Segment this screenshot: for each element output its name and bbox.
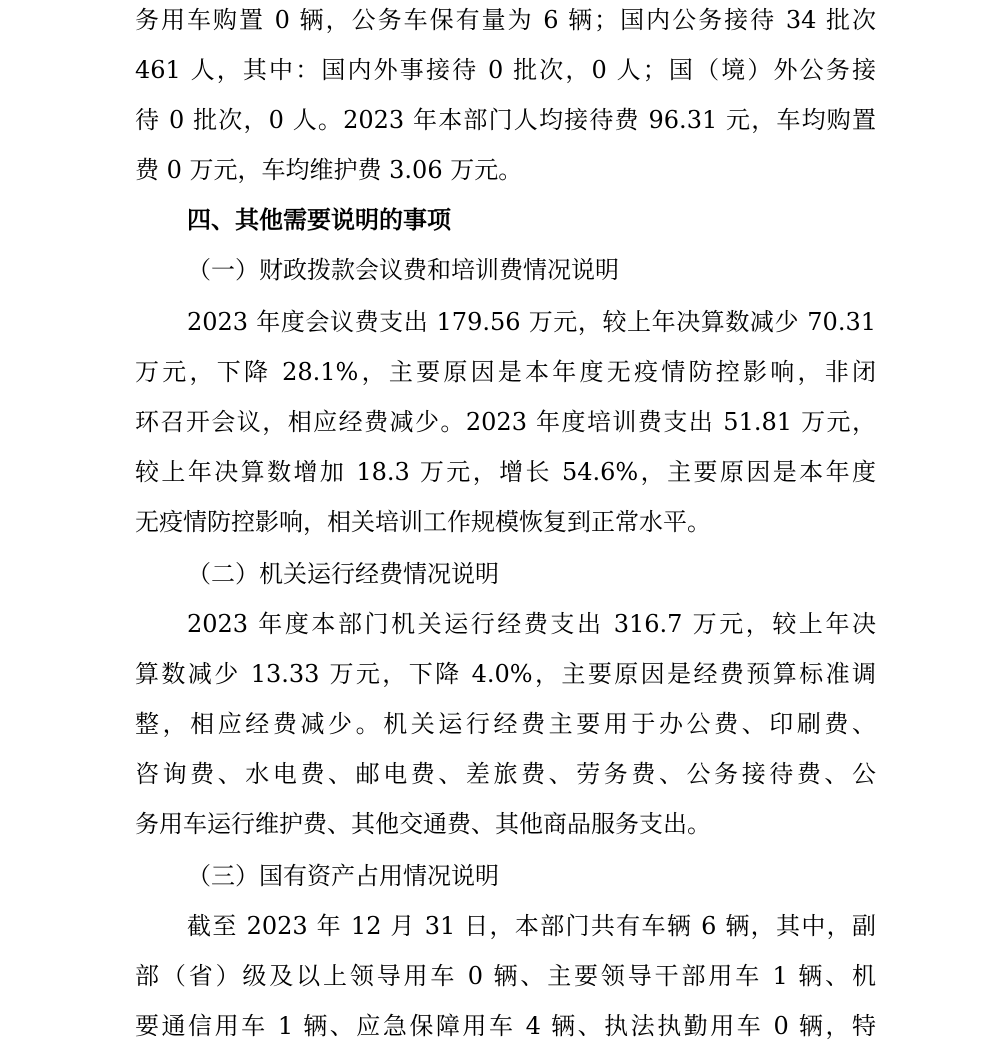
- paragraph-line: 整，相应经费减少。机关运行经费主要用于办公费、印刷费、: [135, 710, 876, 738]
- paragraph-line: 无疫情防控影响，相关培训工作规模恢复到正常水平。: [135, 508, 711, 536]
- subsection-heading: （三）国有资产占用情况说明: [187, 862, 499, 890]
- paragraph-line: 2023 年度会议费支出 179.56 万元，较上年决算数减少 70.31: [187, 308, 876, 336]
- paragraph-line: 截至 2023 年 12 月 31 日，本部门共有车辆 6 辆，其中，副: [187, 912, 876, 940]
- paragraph-line: 461 人，其中：国内外事接待 0 批次，0 人；国（境）外公务接: [135, 56, 876, 84]
- paragraph-line: 较上年决算数增加 18.3 万元，增长 54.6%，主要原因是本年度: [135, 458, 876, 486]
- subsection-heading: （一）财政拨款会议费和培训费情况说明: [187, 256, 619, 284]
- paragraph-line: 环召开会议，相应经费减少。2023 年度培训费支出 51.81 万元，: [135, 408, 876, 436]
- paragraph-line: 咨询费、水电费、邮电费、差旅费、劳务费、公务接待费、公: [135, 760, 876, 788]
- paragraph-line: 待 0 批次，0 人。2023 年本部门人均接待费 96.31 元，车均购置: [135, 106, 876, 134]
- paragraph-line: 算数减少 13.33 万元，下降 4.0%，主要原因是经费预算标准调: [135, 660, 876, 688]
- paragraph-line: 万元，下降 28.1%，主要原因是本年度无疫情防控影响，非闭: [135, 358, 876, 386]
- subsection-heading: （二）机关运行经费情况说明: [187, 560, 499, 588]
- paragraph-line: 务用车购置 0 辆，公务车保有量为 6 辆；国内公务接待 34 批次: [135, 6, 876, 34]
- section-heading: 四、其他需要说明的事项: [187, 206, 451, 234]
- paragraph-line: 费 0 万元，车均维护费 3.06 万元。: [135, 156, 523, 184]
- paragraph-line: 部（省）级及以上领导用车 0 辆、主要领导干部用车 1 辆、机: [135, 962, 876, 990]
- paragraph-line: 2023 年度本部门机关运行经费支出 316.7 万元，较上年决: [187, 610, 876, 638]
- paragraph-line: 务用车运行维护费、其他交通费、其他商品服务支出。: [135, 810, 711, 838]
- paragraph-line: 要通信用车 1 辆、应急保障用车 4 辆、执法执勤用车 0 辆，特: [135, 1012, 876, 1040]
